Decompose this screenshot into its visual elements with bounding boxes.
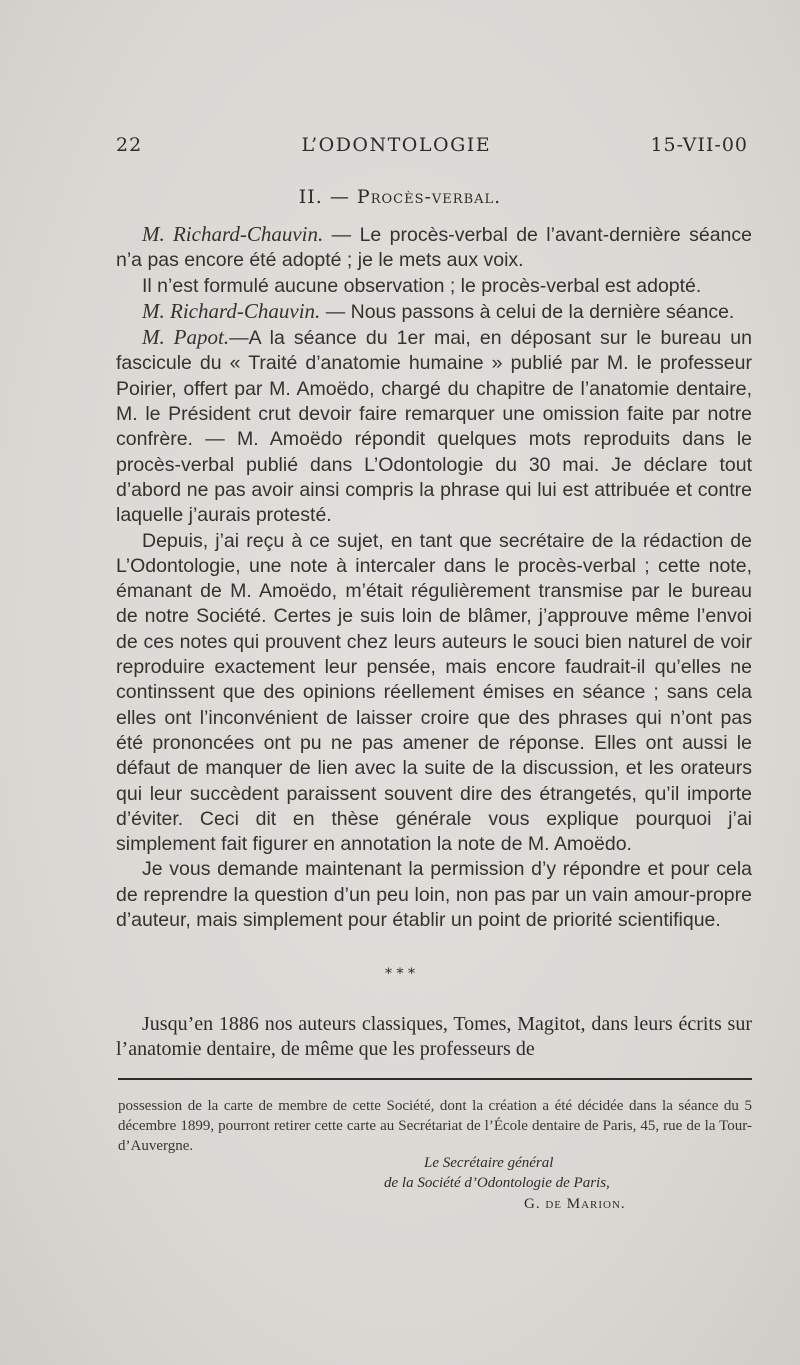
journal-title: L’ODONTOLOGIE: [301, 134, 492, 156]
speaker-name: M. Richard-Chauvin.: [142, 222, 324, 246]
issue-date: 15-VII-00: [650, 134, 748, 156]
speaker-name: M. Papot.: [142, 325, 230, 350]
footnote: [118, 1096, 752, 1156]
closing-text: [116, 1012, 752, 1062]
paragraph: [116, 857, 752, 933]
paragraph: [116, 325, 752, 528]
paragraph: [116, 529, 752, 858]
signature-title: Le Secrétaire général: [424, 1155, 554, 1171]
footnote-rule: [118, 1078, 752, 1080]
paragraph: [116, 274, 752, 299]
signature-name: G. de Marion.: [524, 1196, 626, 1212]
paragraph-text: — Nous passons à celui de la dernière séance.: [320, 300, 735, 323]
paragraph-text: Je vous demande maintenant la permission d’y répondre et pour cela de reprendre la question d’un peu loin, non pas par un vain amour-propre d’auteur, mais simplement pour établir un point de priorité scientifique.: [116, 858, 752, 932]
speaker-name: M. Richard-Chauvin.: [142, 298, 321, 323]
footnote-text: possession de la carte de membre de cette Société, dont la création a été décidée dans la séance du 5 décembre 1899, pourront retirer cette carte au Secrétariat de l’École dentaire de Paris, 45, rue de la Tour-d’Auvergne.: [118, 1098, 752, 1154]
paragraph-text: Jusqu’en 1886 nos auteurs classiques, Tomes, Magitot, dans leurs écrits sur l’anatomie dentaire, de même que les professeurs de: [116, 1013, 752, 1060]
paragraph-text: — Le procès-verbal de l’avant-dernière séance n’a pas encore été adopté ; je le mets aux voix.: [116, 224, 752, 272]
section-separator: * * *: [385, 966, 415, 982]
page-number: 22: [116, 134, 143, 156]
paragraph: [116, 299, 752, 325]
signature-organization: de la Société d’Odontologie de Paris,: [384, 1175, 610, 1191]
paragraph-text: Depuis, j’ai reçu à ce sujet, en tant que secrétaire de la rédaction de L’Odontologie, une note à intercaler dans le procès-verbal ; cette note, émanant de M. Amoëdo, m’était régulièrement transmise par le bureau de notre Société. Certes je suis loin de blâmer, j’approuve même l’envoi de ces notes qui prouvent chez leurs auteurs le souci bien naturel de voir reproduire exactement leur pensée, mais encore faudrait-il qu’elles ne continssent que des opinions réellement émises en séance ; sans cela elles ont l’inconvénient de laisser croire que des phrases qui n’ont pas été prononcées ont pu ne pas amener de réponse. Elles ont aussi le défaut de manquer de lien avec la suite de la discussion, et les orateurs qui leur succèdent paraissent souvent dire des étrangetés, qu’il importe d’éviter. Ceci dit en thèse générale vous explique pourquoi j’ai simplement fait figurer en annotation la note de M. Amoëdo.: [116, 529, 752, 856]
section-title: II. — Procès-verbal.: [298, 186, 502, 208]
main-text: [116, 222, 752, 933]
paragraph-text: —A la séance du 1er mai, en déposant sur le bureau un fascicule du « Traité d’anatomie humaine » publié par M. le professeur Poirier, offert par M. Amoëdo, chargé du chapitre de l’anatomie dentaire, M. le Président crut devoir faire remarquer une omission faite par notre confrère. — M. Amoëdo répondit quelques mots reproduits dans le procès-verbal publié dans L’Odontologie du 30 mai. Je déclare tout d’abord ne pas avoir ainsi compris la phrase qui lui est attribuée et contre laquelle j’aurais protesté.: [116, 327, 752, 527]
paragraph: [116, 222, 752, 274]
paragraph-text: Il n’est formulé aucune observation ; le procès-verbal est adopté.: [142, 274, 702, 297]
running-header: [116, 134, 748, 156]
